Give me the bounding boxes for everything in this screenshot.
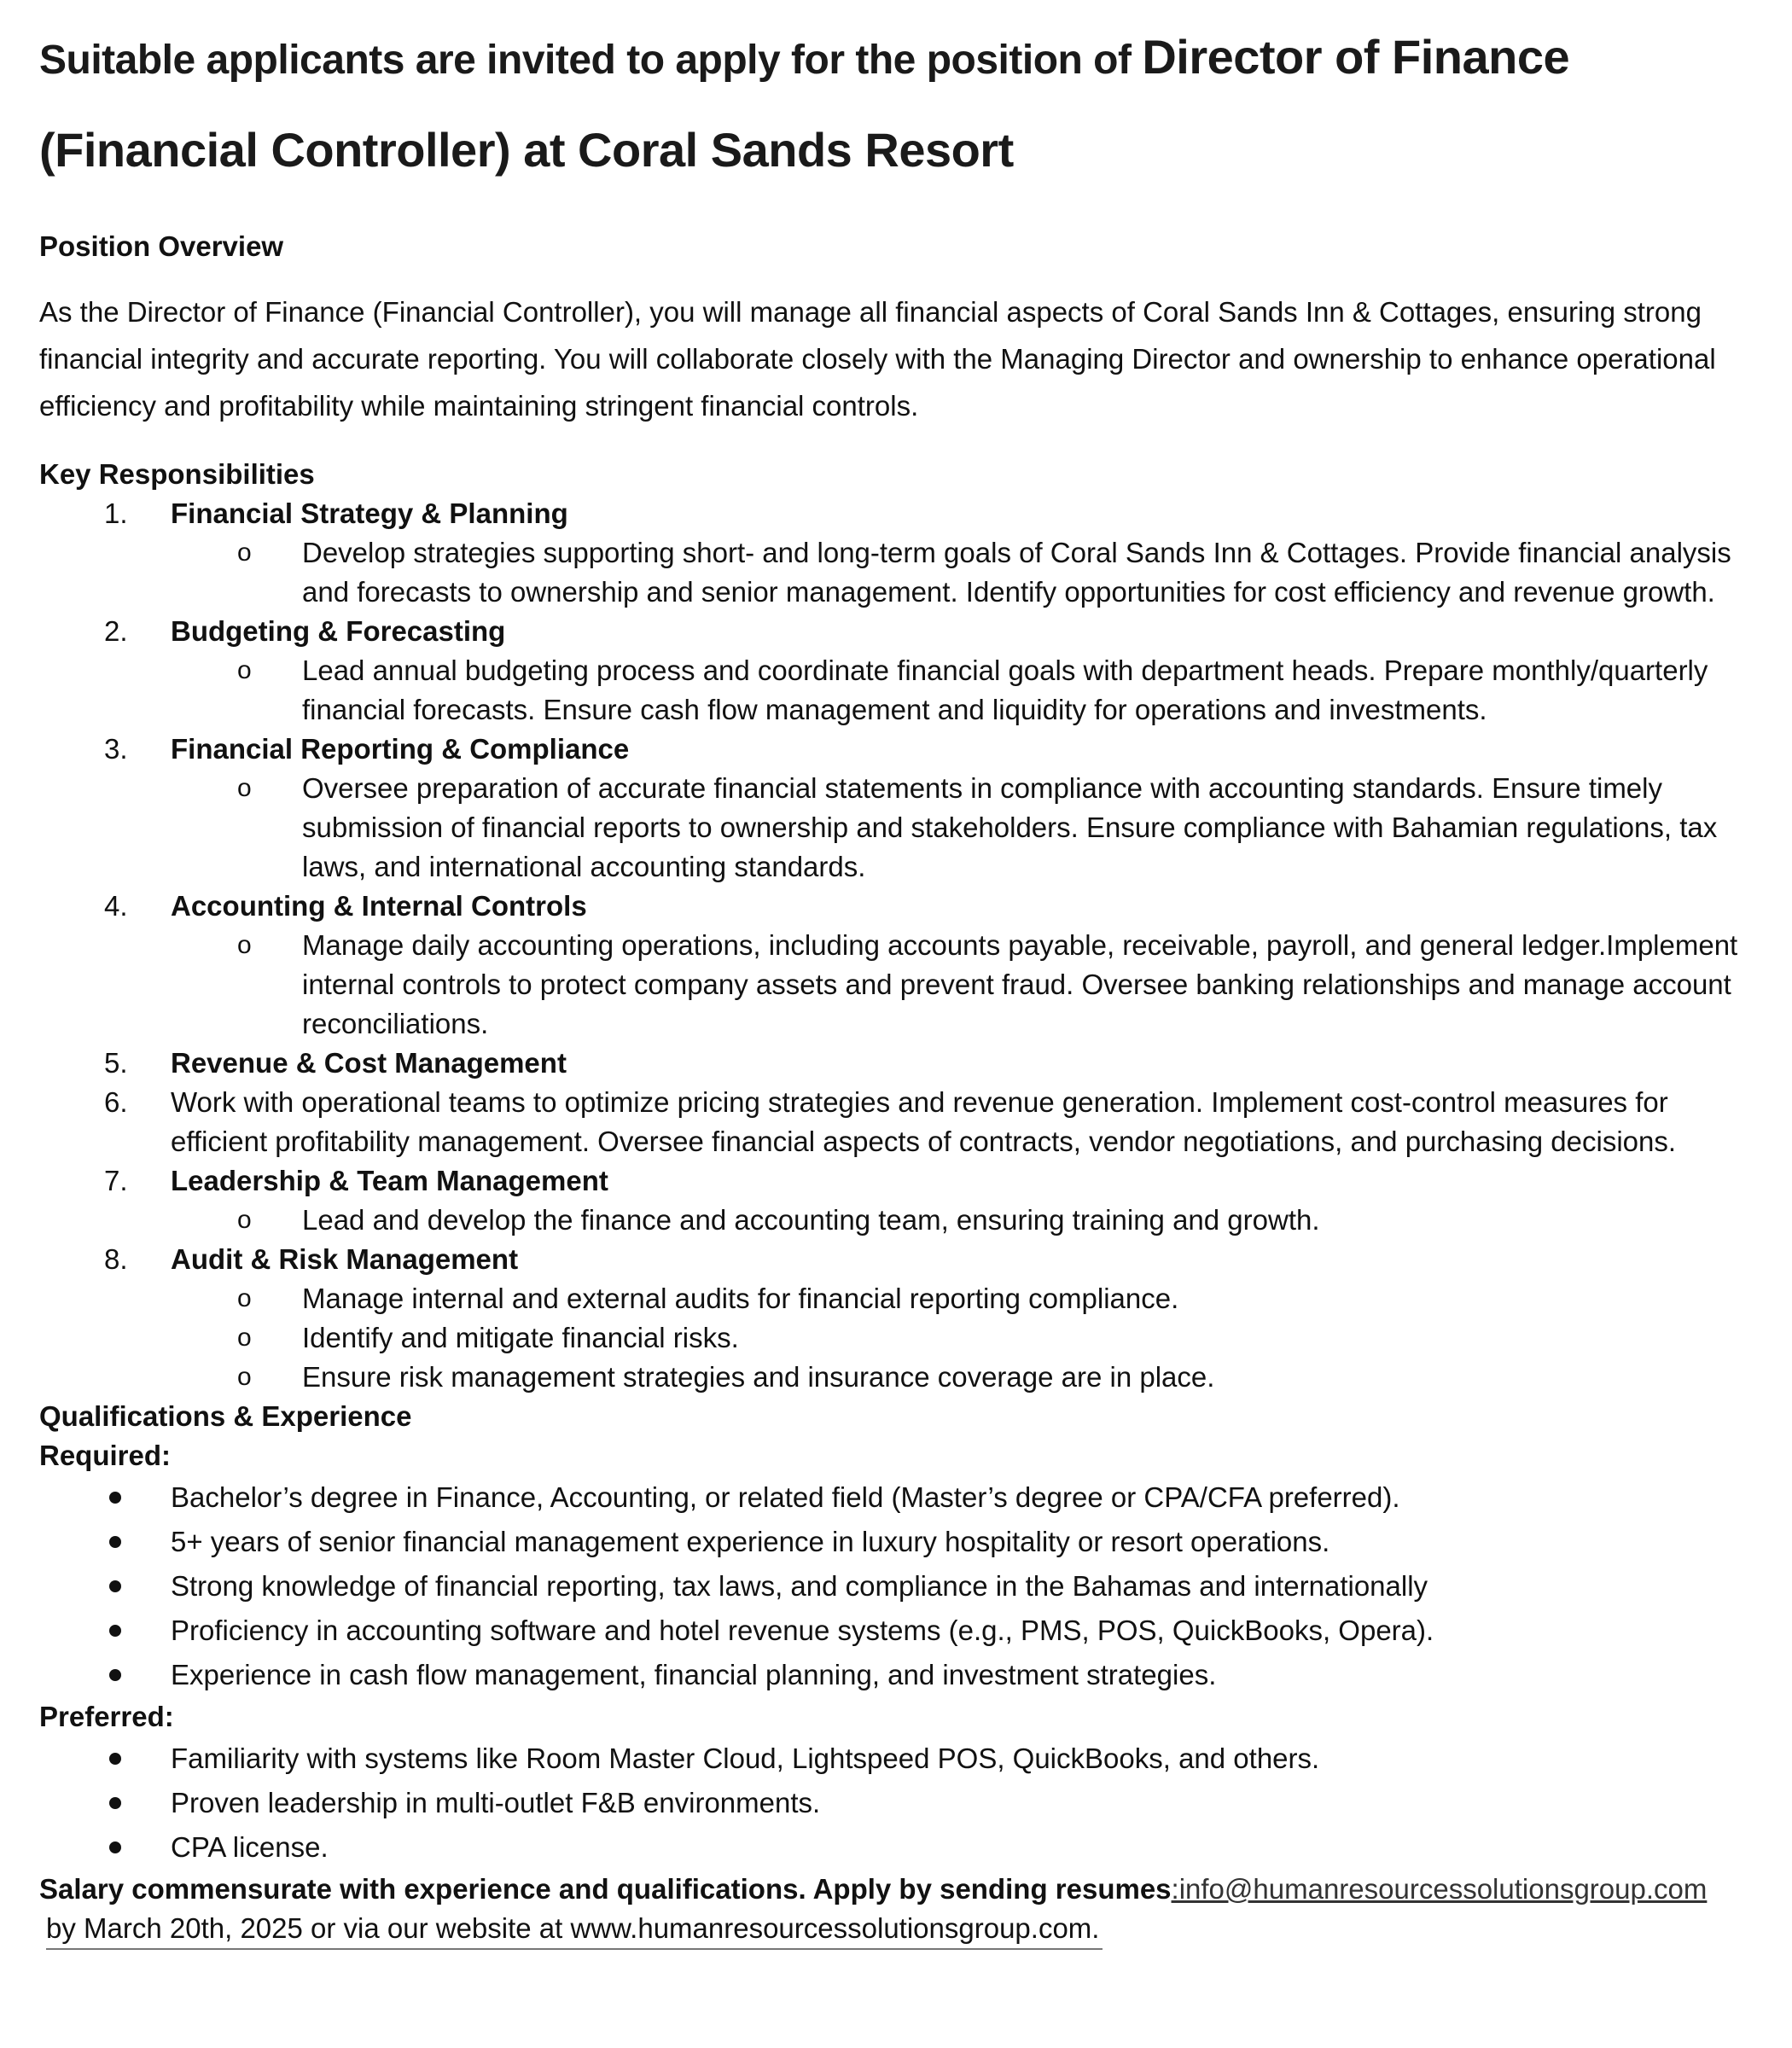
circle-bullet-icon: o [237, 1284, 252, 1312]
qualifications-title: Qualifications & Experience [39, 1400, 412, 1432]
responsibility-item [39, 1240, 1763, 1279]
headline-lead: Suitable applicants are invited to apply for the position of [39, 38, 1143, 83]
list-item: Experience in cash flow management, financial planning, and investment strategies. [39, 1653, 1763, 1697]
job-posting [39, 17, 1763, 1950]
bullet-dot-icon [109, 1753, 121, 1765]
circle-bullet-icon: o [237, 1206, 252, 1234]
item-title: Audit & Risk Management [171, 1243, 519, 1275]
list-item: 5+ years of senior financial management experience in luxury hospitality or resort operations. [39, 1520, 1763, 1564]
item-number: 2. [104, 615, 128, 647]
list-item: Proven leadership in multi-outlet F&B environments. [39, 1781, 1763, 1825]
responsibility-item [39, 1044, 1763, 1083]
bullet-dot-icon [109, 1536, 121, 1548]
sub-bullet: o Develop strategies supporting short- and long-term goals of Coral Sands Inn & Cottages. Provide financial analysis and forecasts to ownership and senior management. Identify opportunities for cost efficiency and revenue growth. [39, 533, 1753, 612]
item-number: 1. [104, 497, 128, 529]
item-text: Work with operational teams to optimize pricing strategies and revenue generation. Implement cost-control measures for efficient profitability management. Oversee financial aspects of contracts, vendor negotiations, and purchasing decisions. [171, 1086, 1677, 1157]
deadline-text[interactable]: by March 20th, 2025 or via our website at www.humanresourcessolutionsgroup.com. [46, 1909, 1103, 1950]
circle-bullet-icon: o [237, 1363, 252, 1391]
list-item: Strong knowledge of financial reporting, tax laws, and compliance in the Bahamas and internationally [39, 1564, 1763, 1609]
responsibility-item [39, 1161, 1763, 1201]
sub-bullet: o Lead and develop the finance and accounting team, ensuring training and growth. [39, 1201, 1753, 1240]
bullet-dot-icon [109, 1669, 121, 1681]
sub-bullet: o Identify and mitigate financial risks. [39, 1318, 1753, 1358]
sub-bullet: o Manage internal and external audits for financial reporting compliance. [39, 1279, 1753, 1318]
email-link[interactable]: :info@humanresourcessolutionsgroup.com [1171, 1873, 1708, 1905]
bullet-dot-icon [109, 1841, 121, 1853]
required-label: Required: [39, 1440, 172, 1471]
item-title: Accounting & Internal Controls [171, 890, 587, 922]
circle-bullet-icon: o [237, 656, 252, 684]
preferred-label: Preferred: [39, 1701, 174, 1732]
responsibility-item [39, 730, 1763, 769]
circle-bullet-icon: o [237, 774, 252, 802]
item-number: 6. [104, 1086, 128, 1118]
apply-instructions [39, 1870, 1763, 1909]
headline-role: Director of Finance (Financial Controller) at Coral Sands Resort [39, 30, 1570, 177]
responsibility-item [39, 887, 1763, 926]
sub-bullet: o Lead annual budgeting process and coordinate financial goals with department heads. Prepare monthly/quarterly financial forecasts. Ensure cash flow management and liquidity for operations and investments. [39, 651, 1753, 730]
responsibilities-title: Key Responsibilities [39, 458, 315, 490]
required-list [39, 1475, 1763, 1697]
list-item: Familiarity with systems like Room Master Cloud, Lightspeed POS, QuickBooks, and others. [39, 1737, 1763, 1781]
item-title: Leadership & Team Management [171, 1165, 608, 1196]
headline [39, 17, 1763, 203]
sub-bullet: o Oversee preparation of accurate financial statements in compliance with accounting standards. Ensure timely submission of financial reports to ownership and stakeholders. Ensure compliance with Bahamian regulations, tax laws, and international accounting standards. [39, 769, 1753, 887]
overview-text: As the Director of Finance (Financial Controller), you will manage all financial aspects of Coral Sands Inn & Cottages, ensuring strong financial integrity and accurate reporting. You will collaborate closely with the Managing Director and ownership to enhance operational efficiency and profitability while maintaining stringent financial controls. [39, 296, 1716, 422]
item-number: 8. [104, 1243, 128, 1275]
bullet-dot-icon [109, 1625, 121, 1637]
preferred-list [39, 1737, 1763, 1870]
responsibility-item [39, 494, 1763, 533]
list-item: CPA license. [39, 1825, 1763, 1870]
circle-bullet-icon: o [237, 538, 252, 567]
responsibilities-list [39, 494, 1763, 1397]
item-title: Financial Strategy & Planning [171, 497, 568, 529]
list-item: Proficiency in accounting software and hotel revenue systems (e.g., PMS, POS, QuickBooks, Opera). [39, 1609, 1763, 1653]
sub-bullet: o Ensure risk management strategies and insurance coverage are in place. [39, 1358, 1753, 1397]
item-title: Budgeting & Forecasting [171, 615, 506, 647]
responsibility-item [39, 1083, 1763, 1161]
item-number: 3. [104, 733, 128, 765]
circle-bullet-icon: o [237, 931, 252, 959]
sub-bullet: o Manage daily accounting operations, including accounts payable, receivable, payroll, and general ledger.Implement internal controls to protect company assets and prevent fraud. Oversee banking relationships and manage account reconciliations. [39, 926, 1753, 1044]
circle-bullet-icon: o [237, 1324, 252, 1352]
bullet-dot-icon [109, 1797, 121, 1809]
item-number: 7. [104, 1165, 128, 1196]
responsibility-item [39, 612, 1763, 651]
item-number: 4. [104, 890, 128, 922]
overview-title: Position Overview [39, 230, 284, 262]
list-item: Bachelor’s degree in Finance, Accounting, or related field (Master’s degree or CPA/CFA preferred). [39, 1475, 1763, 1520]
apply-text: Salary commensurate with experience and qualifications. Apply by sending resumes [39, 1873, 1172, 1905]
item-number: 5. [104, 1047, 128, 1079]
bullet-dot-icon [109, 1492, 121, 1504]
item-title: Revenue & Cost Management [171, 1047, 567, 1079]
item-title: Financial Reporting & Compliance [171, 733, 630, 765]
bullet-dot-icon [109, 1580, 121, 1592]
